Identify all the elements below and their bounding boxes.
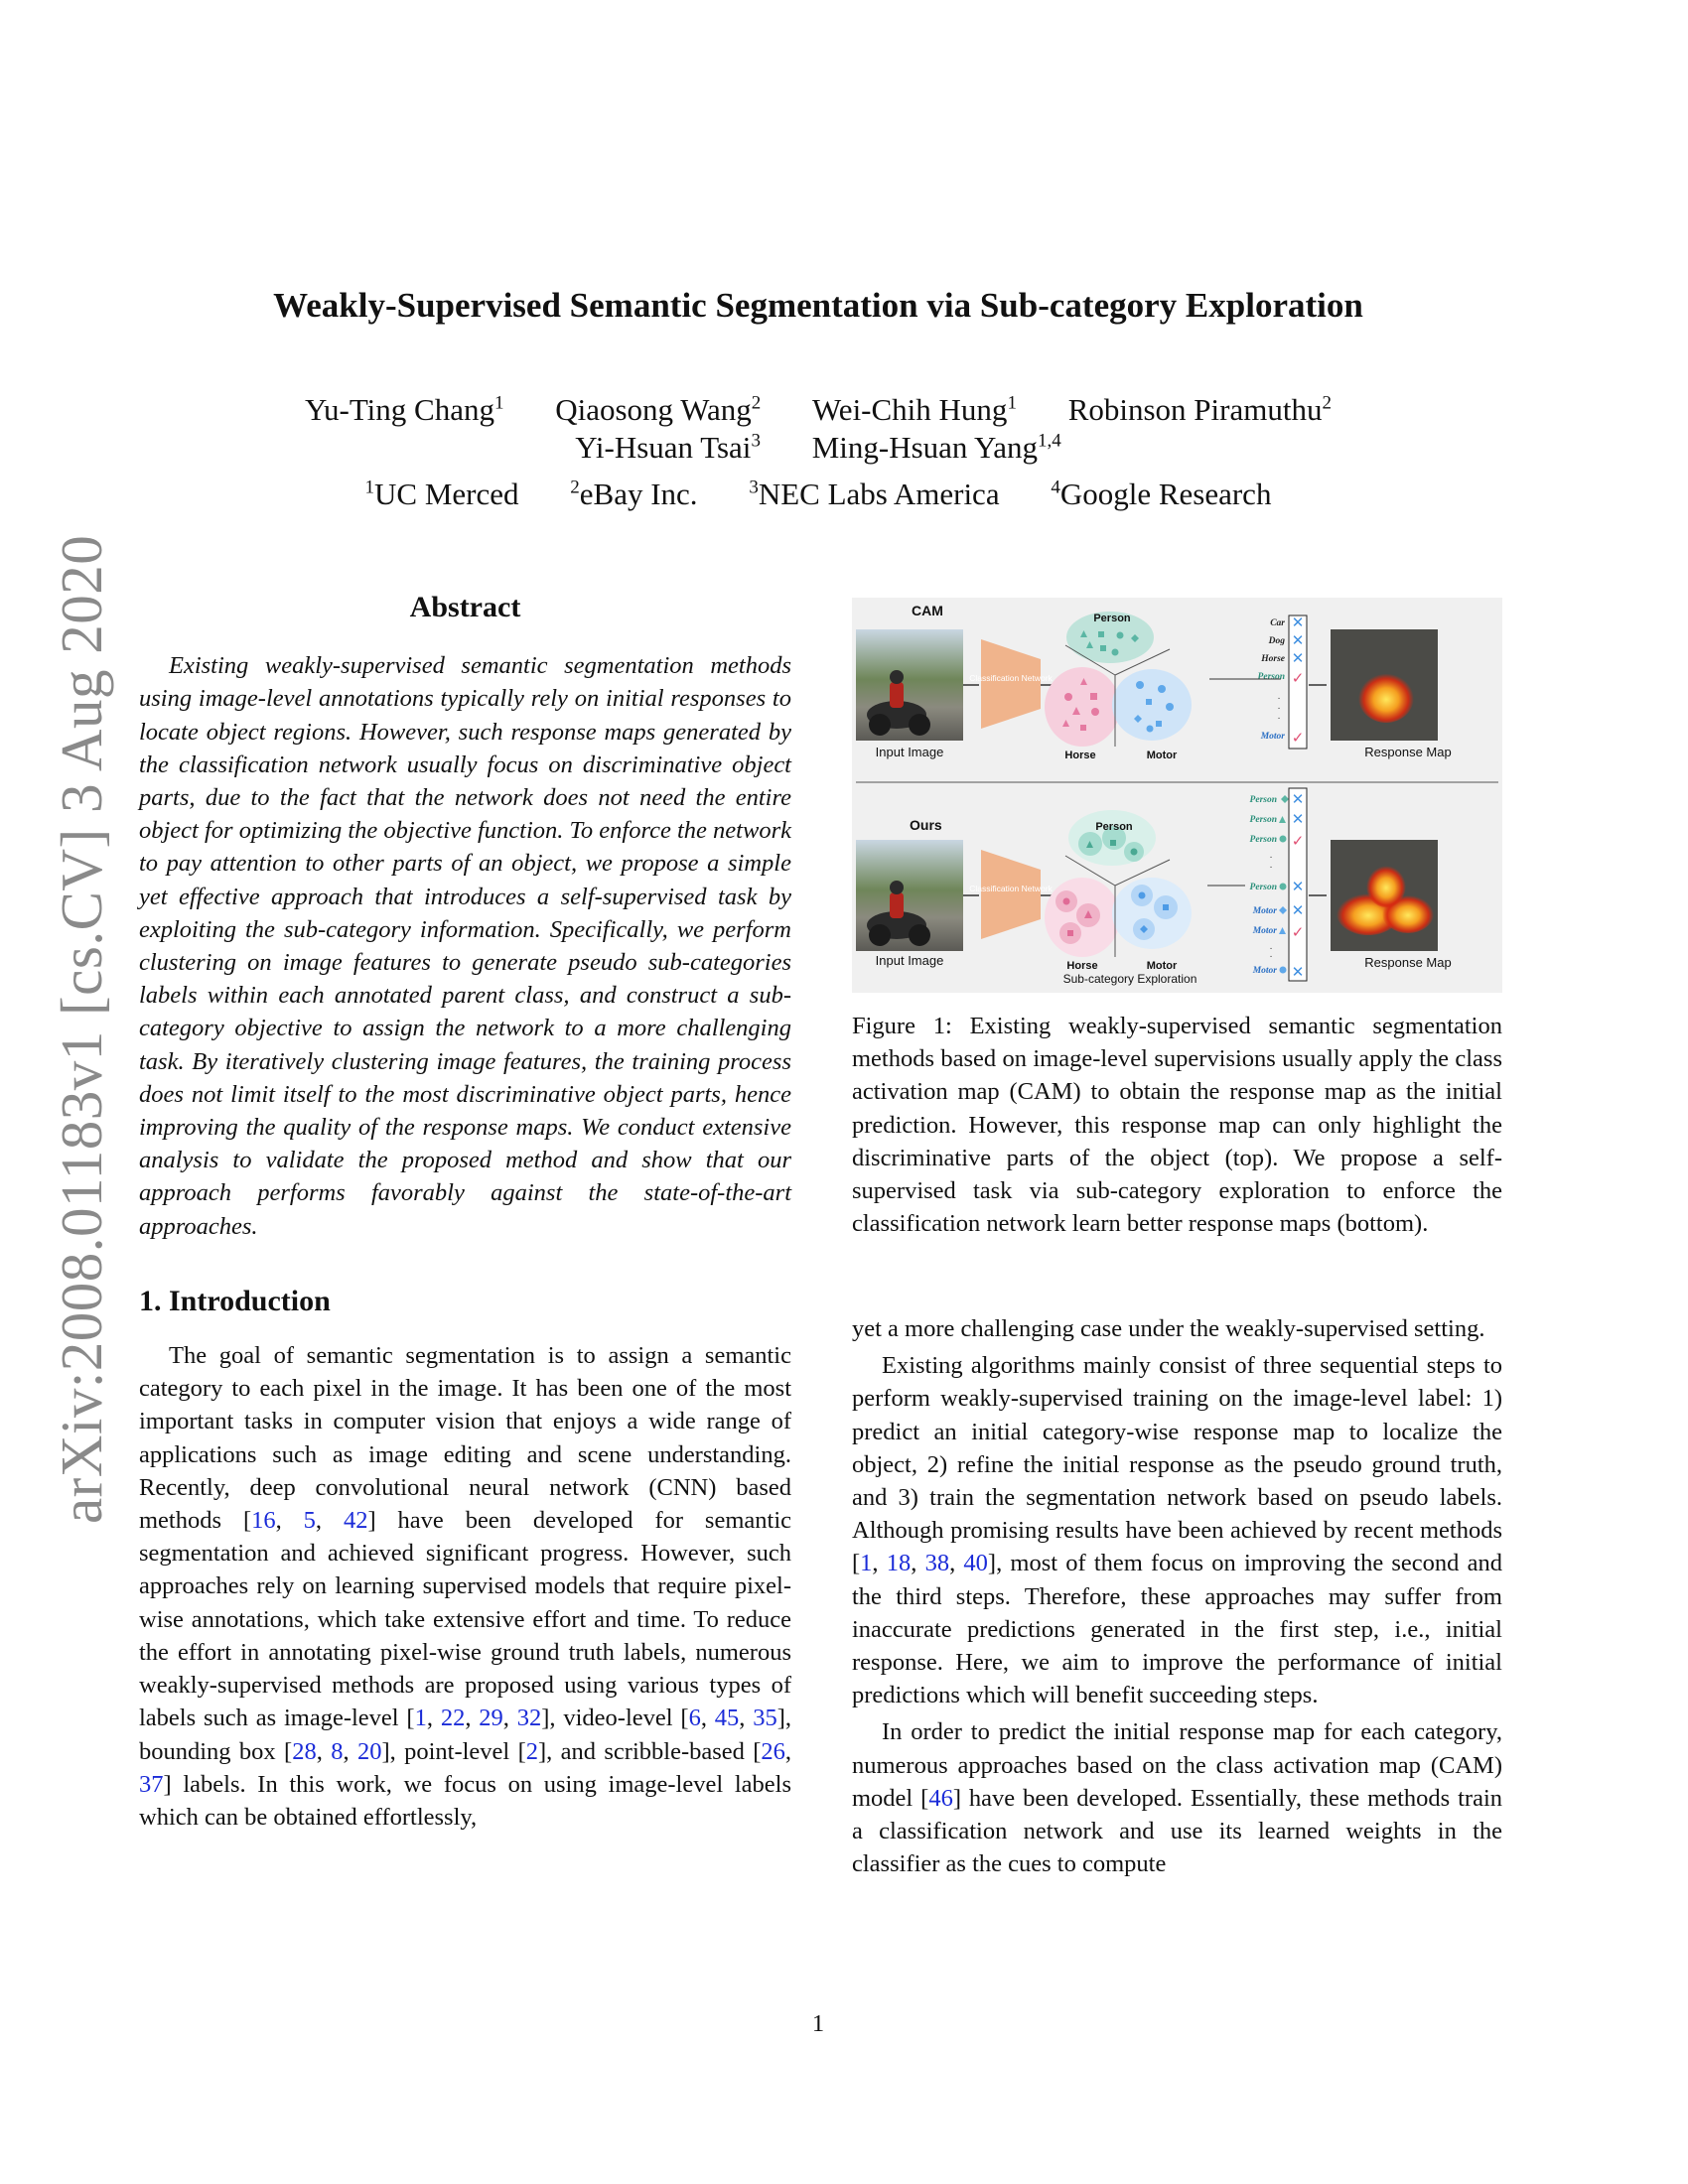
citation-link[interactable]: 22 [440, 1705, 466, 1732]
authors-line-2 [0, 430, 1636, 466]
classification-network-shape [981, 639, 1041, 729]
left-column [139, 591, 791, 1834]
citation-link[interactable]: 5 [303, 1507, 316, 1535]
svg-text:Classification Network: Classification Network [969, 884, 1053, 893]
svg-text:✓: ✓ [1291, 670, 1305, 687]
figure-caption: Figure 1: Existing weakly-supervised semantic segmentation methods based on image-level supervisions usually apply the class activation map (CAM) to obtain the response map as the initial prediction. However, this response map can only highlight the discriminative parts of the object (top). We propose a self-supervised task via sub-category exploration to enforce the classification network learn better response maps (bottom). [852, 1013, 1502, 1238]
horse-cluster [1045, 667, 1120, 747]
citation-link[interactable]: 8 [331, 1737, 344, 1765]
affiliations [0, 477, 1636, 512]
figure-1 [852, 598, 1502, 993]
response-map-label: Response Map [1364, 745, 1452, 759]
svg-text:Response Map: Response Map [1364, 955, 1452, 970]
cam-class-list [1258, 618, 1286, 742]
arxiv-identifier: arXiv:2008.01183v1 [cs.CV] 3 Aug 2020 [49, 534, 114, 1524]
svg-text:Motor: Motor [1252, 926, 1277, 936]
citation-link[interactable]: 42 [343, 1507, 368, 1535]
citation-link[interactable]: 16 [251, 1507, 276, 1535]
svg-text:Motor: Motor [1252, 906, 1277, 916]
svg-text:Motor: Motor [1260, 732, 1285, 742]
citation-link[interactable]: 6 [688, 1705, 701, 1732]
svg-text:✕: ✕ [1291, 964, 1305, 981]
svg-text:·: · [1269, 852, 1273, 863]
citation-link[interactable]: 1 [414, 1705, 427, 1732]
citation-link[interactable]: 38 [924, 1550, 950, 1577]
svg-text:Dog: Dog [1268, 636, 1285, 646]
authors-line-1 [0, 392, 1636, 428]
svg-text:Horse: Horse [1261, 654, 1285, 664]
svg-text:Ours: Ours [910, 817, 942, 833]
citation-link[interactable]: 29 [479, 1705, 503, 1732]
right-paragraph: yet a more challenging case under the weakly-supervised setting. [852, 1315, 1485, 1342]
input-image-label: Input Image [875, 745, 944, 759]
svg-text:Person: Person [1249, 815, 1277, 825]
paper-title: Weakly-Supervised Semantic Segmentation via Sub-category Exploration [273, 286, 1363, 325]
svg-text:Horse: Horse [1066, 960, 1098, 972]
cam-label: CAM [912, 603, 943, 618]
svg-text:Motor: Motor [1146, 960, 1178, 972]
affiliation: $^3$NEC Labs America [749, 477, 1000, 511]
svg-text:Motor: Motor [1252, 966, 1277, 976]
svg-text:Car: Car [1270, 618, 1285, 628]
svg-text:✕: ✕ [1291, 632, 1305, 649]
svg-text:✕: ✕ [1291, 650, 1305, 667]
affiliation: $^4$Google Research [1051, 477, 1272, 511]
svg-text:·: · [1269, 943, 1273, 954]
svg-text:✓: ✓ [1291, 924, 1305, 941]
svg-text:✕: ✕ [1291, 879, 1305, 895]
svg-text:✓: ✓ [1291, 833, 1305, 850]
author: Wei-Chih Hung$^1$ [812, 392, 1017, 427]
citation-link[interactable]: 18 [886, 1550, 912, 1577]
author: Yi-Hsuan Tsai$^3$ [575, 430, 761, 465]
author: Ming-Hsuan Yang$^{1,4}$ [811, 430, 1061, 465]
svg-text:Input Image: Input Image [875, 953, 944, 968]
svg-text:Person: Person [1257, 672, 1285, 682]
svg-text:·: · [1269, 862, 1273, 873]
abstract-text: Existing weakly-supervised semantic segmentation methods using image-level annotations typically rely on initial responses to locate object regions. However, such response maps generated by the classification network usually focus on discriminative object parts, due to the fact that the network does not need the entire object for optimizing the objective function. To enforce the network to pay attention to other parts of an object, we propose a simple yet effective approach that introduces a self-supervised task by exploiting the sub-category information. Specifically, we perform clustering on image features to generate pseudo sub-categories labels within each annotated parent class, and construct a sub-category objective to assign the network to a more challenging task. By iteratively clustering image features, the training process does not limit itself to the most discriminative object parts, hence improving the quality of the response maps. We conduct extensive analysis to validate the proposed method and show that our approach performs favorably against the state-of-the-art approaches. [139, 652, 791, 1240]
figure-1-diagram [852, 598, 1502, 993]
citation-link[interactable]: 40 [963, 1550, 988, 1577]
right-paragraph: In order to predict the initial response map for each category, numerous approaches based on the class activation map (CAM) model [46] have been developed. Essentially, these methods train a classification network and use its learned weights in the classifier as the cues to compute [852, 1718, 1503, 1878]
svg-text:·: · [1277, 693, 1281, 704]
svg-text:Motor: Motor [1146, 750, 1178, 761]
svg-text:Person: Person [1249, 795, 1277, 805]
affiliation: $^1$UC Merced [364, 477, 519, 511]
citation-link[interactable]: 45 [714, 1705, 740, 1732]
author: Qiaosong Wang$^2$ [555, 392, 762, 427]
page-number: 1 [811, 2010, 825, 2037]
citation-link[interactable]: 20 [356, 1737, 382, 1765]
network-label: Classification Network [969, 673, 1053, 683]
right-column [852, 1312, 1502, 1880]
citation-link[interactable]: 1 [860, 1550, 873, 1577]
citation-link[interactable]: 37 [139, 1770, 164, 1798]
subcategory-exploration-label: Sub-category Exploration [1062, 972, 1197, 986]
svg-text:✕: ✕ [1291, 811, 1305, 828]
svg-text:·: · [1277, 713, 1281, 724]
intro-paragraph: The goal of semantic segmentation is to assign a semantic category to each pixel in the image. It has been one of the most important tasks in computer vision that enjoys a wide range of applications such as image editing and scene understanding. Recently, deep convolutional neural network (CNN) based methods [16, 5, 42] have been developed for semantic segmentation and achieved significant progress. However, such approaches rely on learning supervised models that require pixel-wise annotations, which take extensive effort and time. To reduce the effort in annotating pixel-wise ground truth labels, numerous weakly-supervised methods are proposed using various types of labels such as image-level [1, 22, 29, 32], video-level [6, 45, 35], bounding box [28, 8, 20], point-level [2], and scribble-based [26, 37] labels. In this work, we focus on using image-level labels which can be obtained effortlessly, [139, 1342, 792, 1831]
svg-text:✕: ✕ [1291, 902, 1305, 919]
ours-class-list [1250, 795, 1278, 976]
author: Robinson Piramuthu$^2$ [1067, 392, 1332, 427]
svg-text:·: · [1277, 703, 1281, 714]
svg-text:Person: Person [1095, 821, 1133, 833]
introduction-heading: 1. Introduction [139, 1284, 331, 1317]
svg-text:✕: ✕ [1291, 614, 1305, 631]
citation-link[interactable]: 46 [928, 1784, 953, 1812]
author: Yu-Ting Chang$^1$ [305, 392, 504, 427]
figure-caption-block [852, 1010, 1502, 1240]
citation-link[interactable]: 28 [292, 1737, 317, 1765]
svg-text:Person: Person [1093, 613, 1131, 624]
svg-text:✓: ✓ [1291, 730, 1305, 747]
svg-text:Person: Person [1249, 883, 1277, 892]
right-paragraph: Existing algorithms mainly consist of three sequential steps to perform weakly-supervised training on the image-level label: 1) predict an initial category-wise response map to localize the object, 2) refine the initial response as the pseudo ground truth, and 3) train the segmentation network based on pseudo labels. Although promising results have been achieved by recent methods [1, 18, 38, 40], most of them focus on improving the second and the third steps. Therefore, these approaches may suffer from inaccurate predictions generated in the first step, i.e., initial response. Here, we aim to improve the performance of initial predictions which will benefit succeeding steps. [852, 1352, 1503, 1709]
svg-text:·: · [1269, 951, 1273, 962]
abstract-heading: Abstract [409, 591, 521, 623]
citation-link[interactable]: 35 [753, 1705, 777, 1732]
svg-text:Person: Person [1249, 835, 1277, 845]
citation-link[interactable]: 2 [525, 1737, 539, 1765]
citation-link[interactable]: 26 [761, 1737, 785, 1765]
affiliation: $^2$eBay Inc. [570, 477, 698, 511]
svg-text:Horse: Horse [1064, 750, 1096, 761]
svg-text:✕: ✕ [1291, 791, 1305, 808]
citation-link[interactable]: 32 [516, 1705, 542, 1732]
